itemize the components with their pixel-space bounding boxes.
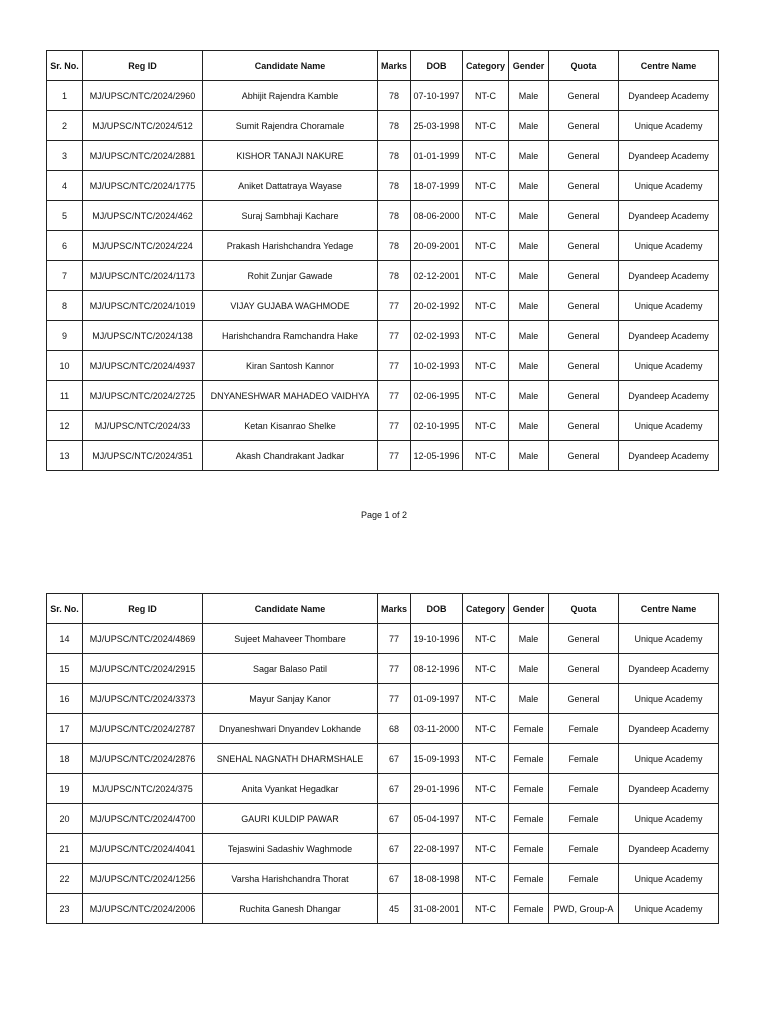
cell-category: NT-C <box>463 774 509 804</box>
cell-gender: Male <box>509 321 549 351</box>
cell-gender: Male <box>509 81 549 111</box>
cell-centre-name: Dyandeep Academy <box>619 201 719 231</box>
cell-reg-id: MJ/UPSC/NTC/2024/1775 <box>83 171 203 201</box>
cell-reg-id: MJ/UPSC/NTC/2024/1256 <box>83 864 203 894</box>
table-row <box>47 654 719 684</box>
cell-marks: 78 <box>378 231 411 261</box>
table-row <box>47 804 719 834</box>
cell-reg-id: MJ/UPSC/NTC/2024/4700 <box>83 804 203 834</box>
cell-centre-name: Unique Academy <box>619 171 719 201</box>
cell-marks: 78 <box>378 81 411 111</box>
cell-reg-id: MJ/UPSC/NTC/2024/3373 <box>83 684 203 714</box>
cell-category: NT-C <box>463 381 509 411</box>
cell-centre-name: Dyandeep Academy <box>619 714 719 744</box>
cell-sr-no: 22 <box>47 864 83 894</box>
cell-candidate-name: GAURI KULDIP PAWAR <box>203 804 378 834</box>
cell-category: NT-C <box>463 894 509 924</box>
table-row <box>47 81 719 111</box>
table-row <box>47 231 719 261</box>
cell-marks: 78 <box>378 111 411 141</box>
header-gender: Gender <box>509 594 549 624</box>
cell-marks: 78 <box>378 261 411 291</box>
header-quota: Quota <box>549 594 619 624</box>
cell-gender: Male <box>509 351 549 381</box>
table-row <box>47 321 719 351</box>
cell-quota: Female <box>549 744 619 774</box>
cell-category: NT-C <box>463 684 509 714</box>
cell-candidate-name: Aniket Dattatraya Wayase <box>203 171 378 201</box>
cell-marks: 78 <box>378 201 411 231</box>
cell-quota: Female <box>549 864 619 894</box>
cell-gender: Male <box>509 261 549 291</box>
cell-dob: 25-03-1998 <box>411 111 463 141</box>
cell-category: NT-C <box>463 201 509 231</box>
cell-reg-id: MJ/UPSC/NTC/2024/224 <box>83 231 203 261</box>
cell-centre-name: Unique Academy <box>619 864 719 894</box>
cell-reg-id: MJ/UPSC/NTC/2024/1019 <box>83 291 203 321</box>
cell-quota: General <box>549 201 619 231</box>
cell-candidate-name: Varsha Harishchandra Thorat <box>203 864 378 894</box>
cell-gender: Male <box>509 684 549 714</box>
cell-gender: Male <box>509 381 549 411</box>
cell-centre-name: Unique Academy <box>619 291 719 321</box>
cell-gender: Female <box>509 894 549 924</box>
header-candidate-name: Candidate Name <box>203 51 378 81</box>
cell-sr-no: 7 <box>47 261 83 291</box>
cell-quota: General <box>549 321 619 351</box>
cell-marks: 68 <box>378 714 411 744</box>
cell-dob: 08-06-2000 <box>411 201 463 231</box>
cell-dob: 20-09-2001 <box>411 231 463 261</box>
table-row <box>47 171 719 201</box>
cell-marks: 77 <box>378 654 411 684</box>
cell-reg-id: MJ/UPSC/NTC/2024/2876 <box>83 744 203 774</box>
header-dob: DOB <box>411 594 463 624</box>
cell-category: NT-C <box>463 351 509 381</box>
table-row <box>47 684 719 714</box>
cell-sr-no: 2 <box>47 111 83 141</box>
page-footer: Page 1 of 2 <box>360 510 408 520</box>
table-row <box>47 714 719 744</box>
cell-candidate-name: Ruchita Ganesh Dhangar <box>203 894 378 924</box>
cell-quota: Female <box>549 774 619 804</box>
cell-marks: 67 <box>378 864 411 894</box>
table-row <box>47 261 719 291</box>
table-row <box>47 381 719 411</box>
cell-dob: 20-02-1992 <box>411 291 463 321</box>
cell-gender: Female <box>509 834 549 864</box>
cell-gender: Female <box>509 774 549 804</box>
table-row <box>47 141 719 171</box>
cell-reg-id: MJ/UPSC/NTC/2024/4937 <box>83 351 203 381</box>
cell-sr-no: 18 <box>47 744 83 774</box>
cell-gender: Male <box>509 654 549 684</box>
cell-marks: 78 <box>378 171 411 201</box>
cell-candidate-name: Anita Vyankat Hegadkar <box>203 774 378 804</box>
cell-gender: Female <box>509 864 549 894</box>
cell-marks: 77 <box>378 624 411 654</box>
cell-quota: General <box>549 381 619 411</box>
header-category: Category <box>463 51 509 81</box>
cell-candidate-name: Tejaswini Sadashiv Waghmode <box>203 834 378 864</box>
cell-category: NT-C <box>463 231 509 261</box>
cell-sr-no: 8 <box>47 291 83 321</box>
cell-candidate-name: Akash Chandrakant Jadkar <box>203 441 378 471</box>
header-centre-name: Centre Name <box>619 594 719 624</box>
cell-dob: 10-02-1993 <box>411 351 463 381</box>
header-quota: Quota <box>549 51 619 81</box>
cell-category: NT-C <box>463 171 509 201</box>
cell-reg-id: MJ/UPSC/NTC/2024/2960 <box>83 81 203 111</box>
cell-category: NT-C <box>463 441 509 471</box>
cell-candidate-name: Mayur Sanjay Kanor <box>203 684 378 714</box>
cell-candidate-name: Rohit Zunjar Gawade <box>203 261 378 291</box>
table-header-row <box>47 594 719 624</box>
cell-sr-no: 4 <box>47 171 83 201</box>
cell-gender: Male <box>509 441 549 471</box>
header-marks: Marks <box>378 51 411 81</box>
cell-category: NT-C <box>463 111 509 141</box>
cell-centre-name: Unique Academy <box>619 744 719 774</box>
cell-sr-no: 1 <box>47 81 83 111</box>
cell-centre-name: Unique Academy <box>619 684 719 714</box>
cell-reg-id: MJ/UPSC/NTC/2024/138 <box>83 321 203 351</box>
cell-dob: 02-06-1995 <box>411 381 463 411</box>
cell-category: NT-C <box>463 744 509 774</box>
header-dob: DOB <box>411 51 463 81</box>
table-row <box>47 624 719 654</box>
cell-sr-no: 13 <box>47 441 83 471</box>
cell-centre-name: Dyandeep Academy <box>619 441 719 471</box>
cell-centre-name: Unique Academy <box>619 624 719 654</box>
cell-gender: Male <box>509 171 549 201</box>
cell-quota: General <box>549 351 619 381</box>
cell-quota: PWD, Group-A <box>549 894 619 924</box>
cell-dob: 18-08-1998 <box>411 864 463 894</box>
cell-sr-no: 20 <box>47 804 83 834</box>
cell-sr-no: 11 <box>47 381 83 411</box>
cell-marks: 67 <box>378 804 411 834</box>
table-header-row <box>47 51 719 81</box>
cell-candidate-name: KISHOR TANAJI NAKURE <box>203 141 378 171</box>
cell-sr-no: 3 <box>47 141 83 171</box>
table-row <box>47 744 719 774</box>
cell-reg-id: MJ/UPSC/NTC/2024/4041 <box>83 834 203 864</box>
cell-category: NT-C <box>463 804 509 834</box>
cell-gender: Male <box>509 201 549 231</box>
cell-reg-id: MJ/UPSC/NTC/2024/1173 <box>83 261 203 291</box>
candidate-table-page2 <box>46 593 719 924</box>
cell-sr-no: 17 <box>47 714 83 744</box>
cell-candidate-name: DNYANESHWAR MAHADEO VAIDHYA <box>203 381 378 411</box>
cell-category: NT-C <box>463 321 509 351</box>
cell-candidate-name: Ketan Kisanrao Shelke <box>203 411 378 441</box>
cell-sr-no: 14 <box>47 624 83 654</box>
cell-quota: Female <box>549 714 619 744</box>
cell-category: NT-C <box>463 864 509 894</box>
cell-reg-id: MJ/UPSC/NTC/2024/2881 <box>83 141 203 171</box>
cell-centre-name: Dyandeep Academy <box>619 834 719 864</box>
cell-dob: 02-12-2001 <box>411 261 463 291</box>
cell-quota: General <box>549 141 619 171</box>
cell-reg-id: MJ/UPSC/NTC/2024/4869 <box>83 624 203 654</box>
cell-centre-name: Dyandeep Academy <box>619 261 719 291</box>
cell-centre-name: Dyandeep Academy <box>619 654 719 684</box>
header-candidate-name: Candidate Name <box>203 594 378 624</box>
cell-reg-id: MJ/UPSC/NTC/2024/512 <box>83 111 203 141</box>
cell-candidate-name: Dnyaneshwari Dnyandev Lokhande <box>203 714 378 744</box>
table-row <box>47 894 719 924</box>
cell-dob: 12-05-1996 <box>411 441 463 471</box>
cell-dob: 22-08-1997 <box>411 834 463 864</box>
cell-quota: Female <box>549 834 619 864</box>
cell-centre-name: Dyandeep Academy <box>619 141 719 171</box>
header-centre-name: Centre Name <box>619 51 719 81</box>
cell-marks: 67 <box>378 774 411 804</box>
cell-category: NT-C <box>463 81 509 111</box>
cell-marks: 77 <box>378 351 411 381</box>
cell-gender: Male <box>509 111 549 141</box>
cell-candidate-name: SNEHAL NAGNATH DHARMSHALE <box>203 744 378 774</box>
cell-candidate-name: Sumit Rajendra Choramale <box>203 111 378 141</box>
cell-reg-id: MJ/UPSC/NTC/2024/2725 <box>83 381 203 411</box>
cell-marks: 77 <box>378 381 411 411</box>
cell-candidate-name: Sagar Balaso Patil <box>203 654 378 684</box>
cell-centre-name: Unique Academy <box>619 894 719 924</box>
cell-candidate-name: Kiran Santosh Kannor <box>203 351 378 381</box>
cell-dob: 03-11-2000 <box>411 714 463 744</box>
cell-dob: 01-09-1997 <box>411 684 463 714</box>
cell-dob: 02-02-1993 <box>411 321 463 351</box>
header-reg-id: Reg ID <box>83 594 203 624</box>
table-row <box>47 201 719 231</box>
cell-marks: 78 <box>378 141 411 171</box>
cell-reg-id: MJ/UPSC/NTC/2024/2915 <box>83 654 203 684</box>
cell-quota: General <box>549 171 619 201</box>
cell-centre-name: Dyandeep Academy <box>619 381 719 411</box>
cell-quota: Female <box>549 804 619 834</box>
cell-category: NT-C <box>463 714 509 744</box>
cell-sr-no: 10 <box>47 351 83 381</box>
cell-sr-no: 15 <box>47 654 83 684</box>
table-row <box>47 834 719 864</box>
cell-marks: 77 <box>378 291 411 321</box>
cell-candidate-name: VIJAY GUJABA WAGHMODE <box>203 291 378 321</box>
cell-gender: Male <box>509 291 549 321</box>
header-sr-no: Sr. No. <box>47 51 83 81</box>
cell-dob: 31-08-2001 <box>411 894 463 924</box>
table-row <box>47 411 719 441</box>
cell-sr-no: 12 <box>47 411 83 441</box>
cell-sr-no: 5 <box>47 201 83 231</box>
cell-quota: General <box>549 111 619 141</box>
cell-quota: General <box>549 684 619 714</box>
cell-dob: 18-07-1999 <box>411 171 463 201</box>
cell-candidate-name: Suraj Sambhaji Kachare <box>203 201 378 231</box>
cell-sr-no: 16 <box>47 684 83 714</box>
cell-reg-id: MJ/UPSC/NTC/2024/375 <box>83 774 203 804</box>
cell-dob: 08-12-1996 <box>411 654 463 684</box>
cell-sr-no: 9 <box>47 321 83 351</box>
cell-quota: General <box>549 411 619 441</box>
cell-gender: Male <box>509 231 549 261</box>
cell-centre-name: Dyandeep Academy <box>619 321 719 351</box>
cell-reg-id: MJ/UPSC/NTC/2024/2006 <box>83 894 203 924</box>
cell-reg-id: MJ/UPSC/NTC/2024/33 <box>83 411 203 441</box>
cell-candidate-name: Sujeet Mahaveer Thombare <box>203 624 378 654</box>
table-row <box>47 774 719 804</box>
cell-dob: 07-10-1997 <box>411 81 463 111</box>
cell-quota: General <box>549 81 619 111</box>
cell-category: NT-C <box>463 291 509 321</box>
cell-category: NT-C <box>463 654 509 684</box>
cell-centre-name: Unique Academy <box>619 804 719 834</box>
cell-category: NT-C <box>463 624 509 654</box>
table-row <box>47 351 719 381</box>
cell-category: NT-C <box>463 141 509 171</box>
cell-marks: 67 <box>378 744 411 774</box>
candidate-table-page1 <box>46 50 719 471</box>
cell-marks: 45 <box>378 894 411 924</box>
cell-gender: Male <box>509 624 549 654</box>
header-sr-no: Sr. No. <box>47 594 83 624</box>
cell-candidate-name: Prakash Harishchandra Yedage <box>203 231 378 261</box>
cell-category: NT-C <box>463 411 509 441</box>
cell-gender: Female <box>509 804 549 834</box>
cell-marks: 77 <box>378 684 411 714</box>
cell-sr-no: 21 <box>47 834 83 864</box>
cell-centre-name: Unique Academy <box>619 411 719 441</box>
cell-dob: 15-09-1993 <box>411 744 463 774</box>
cell-dob: 05-04-1997 <box>411 804 463 834</box>
cell-centre-name: Dyandeep Academy <box>619 774 719 804</box>
cell-category: NT-C <box>463 261 509 291</box>
cell-centre-name: Dyandeep Academy <box>619 81 719 111</box>
cell-dob: 19-10-1996 <box>411 624 463 654</box>
cell-gender: Female <box>509 714 549 744</box>
cell-candidate-name: Abhijit Rajendra Kamble <box>203 81 378 111</box>
cell-dob: 01-01-1999 <box>411 141 463 171</box>
header-gender: Gender <box>509 51 549 81</box>
cell-reg-id: MJ/UPSC/NTC/2024/351 <box>83 441 203 471</box>
cell-sr-no: 23 <box>47 894 83 924</box>
header-category: Category <box>463 594 509 624</box>
cell-quota: General <box>549 624 619 654</box>
cell-quota: General <box>549 441 619 471</box>
cell-marks: 77 <box>378 321 411 351</box>
cell-category: NT-C <box>463 834 509 864</box>
table-row <box>47 111 719 141</box>
cell-gender: Male <box>509 411 549 441</box>
cell-quota: General <box>549 231 619 261</box>
cell-candidate-name: Harishchandra Ramchandra Hake <box>203 321 378 351</box>
cell-gender: Male <box>509 141 549 171</box>
cell-dob: 29-01-1996 <box>411 774 463 804</box>
cell-quota: General <box>549 291 619 321</box>
cell-marks: 77 <box>378 441 411 471</box>
cell-gender: Female <box>509 744 549 774</box>
cell-sr-no: 19 <box>47 774 83 804</box>
cell-centre-name: Unique Academy <box>619 231 719 261</box>
cell-quota: General <box>549 261 619 291</box>
cell-reg-id: MJ/UPSC/NTC/2024/462 <box>83 201 203 231</box>
cell-centre-name: Unique Academy <box>619 111 719 141</box>
cell-quota: General <box>549 654 619 684</box>
header-reg-id: Reg ID <box>83 51 203 81</box>
cell-marks: 77 <box>378 411 411 441</box>
cell-reg-id: MJ/UPSC/NTC/2024/2787 <box>83 714 203 744</box>
cell-centre-name: Unique Academy <box>619 351 719 381</box>
table-row <box>47 864 719 894</box>
cell-marks: 67 <box>378 834 411 864</box>
cell-dob: 02-10-1995 <box>411 411 463 441</box>
table-row <box>47 291 719 321</box>
header-marks: Marks <box>378 594 411 624</box>
cell-sr-no: 6 <box>47 231 83 261</box>
table-row <box>47 441 719 471</box>
